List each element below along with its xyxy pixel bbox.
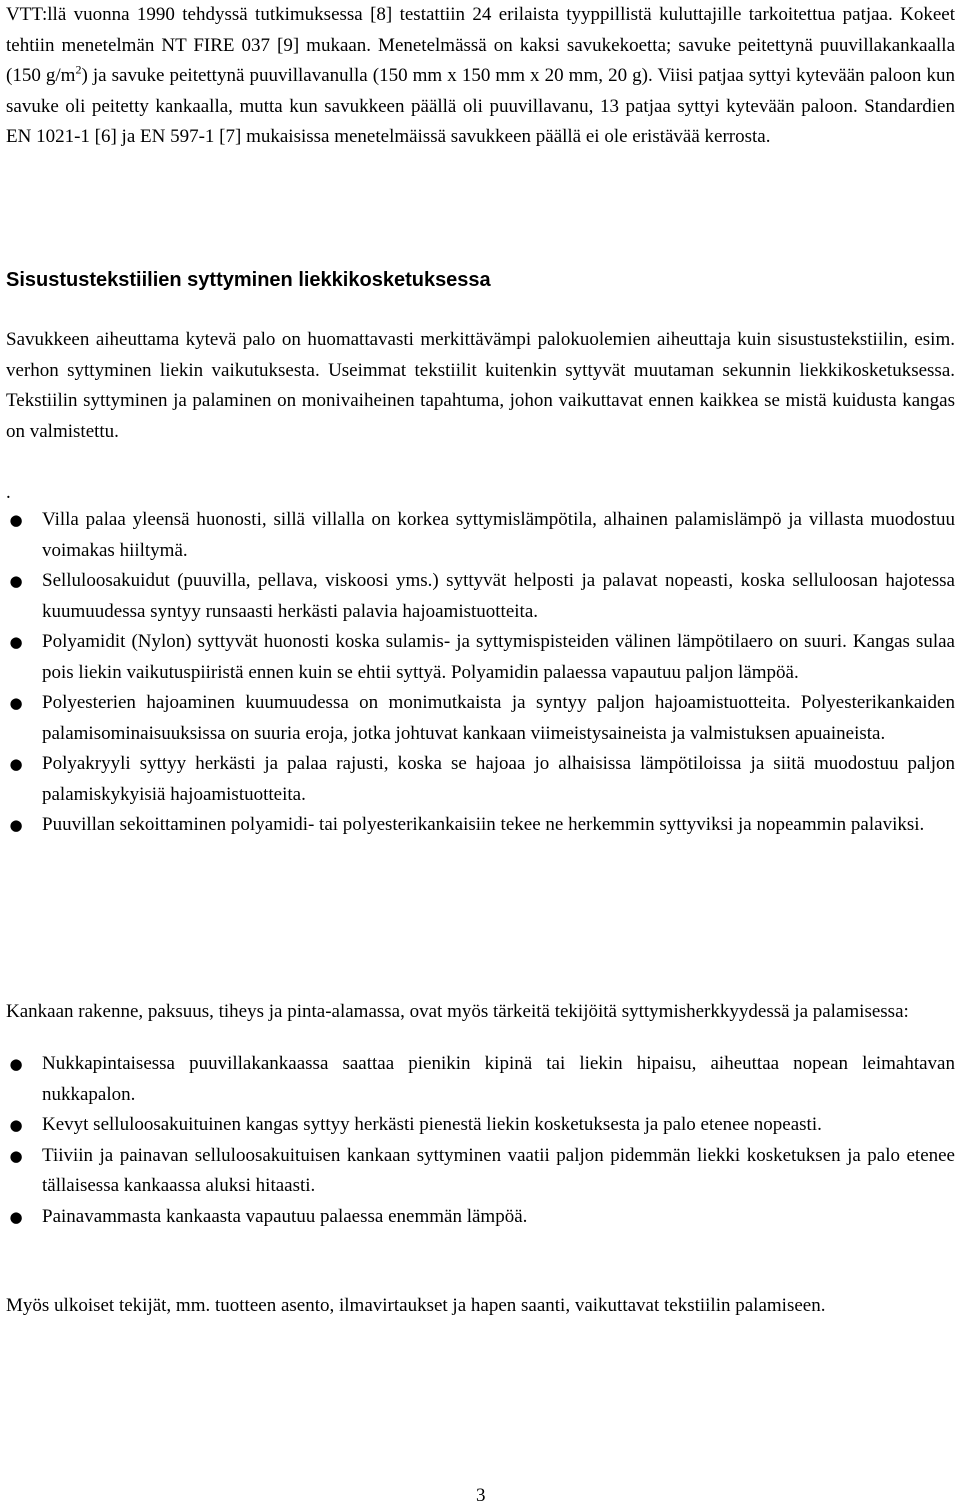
external-factors-paragraph: Myös ulkoiset tekijät, mm. tuotteen asento, ilmavirtaukset ja hapen saanti, vaikuttavat tekstiilin palamiseen. [6,1295,826,1316]
bullet-icon: ● [9,572,23,590]
list-item-text: Polyakryyli syttyy herkästi ja palaa rajusti, koska se hajoaa jo alhaisissa lämpötiloissa ja siitä muodostuu paljon palamiskykyisiä hajoamistuotteita. [42,753,955,805]
page-number: 3 [476,1485,486,1506]
bullet-icon: ● [9,511,23,529]
section-heading: Sisustustekstiilien syttyminen liekkikosketuksessa [6,269,491,291]
list-item-text: Polyesterien hajoaminen kuumuudessa on monimutkaista ja syntyy paljon hajoamistuotteita. Polyesterikankaiden palamisominaisuuksissa on suuria eroja, jotka johtuvat kankaan viimeistysaineista ja valmistuksen apuaineista. [42,692,955,744]
list-item-text: Selluloosakuidut (puuvilla, pellava, viskoosi yms.) syttyvät helposti ja palavat nopeasti, koska selluloosan hajotessa kuumuudessa syntyy runsaasti herkästi palavia hajoamistuotteita. [42,570,955,622]
list-item-text: Nukkapintaisessa puuvillakankaassa saattaa pienikin kipinä tai liekin hipaisu, aiheuttaa nopean leimahtavan nukkapalon. [42,1053,955,1105]
list-item-text: Kevyt selluloosakuituinen kangas syttyy herkästi pienestä liekin kosketuksesta ja palo etenee nopeasti. [42,1114,822,1135]
list-item-text: Villa palaa yleensä huonosti, sillä villalla on korkea syttymislämpötila, alhainen palamislämpö ja villasta muodostuu voimakas hiiltymä. [42,509,955,561]
section-paragraph: Savukkeen aiheuttama kytevä palo on huomattavasti merkittävämpi palokuolemien aiheuttaja kuin sisustustekstiilin, esim. verhon syttyminen liekin vaikutuksesta. Useimmat tekstiilit kuitenkin syttyvät muutaman sekunnin liekkikosketuksessa. Tekstiilin syttyminen ja palaminen on monivaiheinen tapahtuma, johon vaikuttavat ennen kaikkea se mistä kuidusta kangas on valmistettu. [6,329,955,442]
intro-paragraph [6,0,955,153]
list-item [6,749,955,810]
bullet-icon: ● [9,816,23,834]
superscript-2: 2 [75,62,82,77]
fiber-bullet-list [6,505,955,841]
list-item [6,688,955,749]
list-item [6,1141,955,1202]
list-item [6,1049,955,1110]
bullet-icon: ● [9,694,23,712]
list-item [6,1202,955,1233]
fabric-structure-paragraph: Kankaan rakenne, paksuus, tiheys ja pinta-alamassa, ovat myös tärkeitä tekijöitä syttymisherkkyydessä ja palamisessa: [6,1001,909,1022]
bullet-icon: ● [9,755,23,773]
bullet-icon: ● [9,1207,23,1226]
bullet-icon: ● [9,1116,23,1134]
list-item [6,505,955,566]
list-item-text: Polyamidit (Nylon) syttyvät huonosti koska sulamis- ja syttymispisteiden välinen lämpötilaero on suuri. Kangas sulaa pois liekin vaikutuspiiristä ennen kuin se ehtii syttyä. Polyamidin palaessa vapautuu paljon lämpöä. [42,631,955,683]
intro-text-part1: VTT:llä vuonna 1990 tehdyssä tutkimuksessa [8] testattiin 24 erilaista tyyppillistä kuluttajille tarkoitettua patjaa. Kokeet tehtiin menetelmän NT FIRE 037 [9] mukaan. Menetelmässä on kaksi savukekoetta; savuke peitettynä puuvillakankaalla (150 g/m [6,4,955,86]
bullet-icon: ● [9,633,23,651]
intro-text-part2: ) ja savuke peitettynä puuvillavanulla (150 mm x 150 mm x 20 mm, 20 g). Viisi patjaa syttyi kytevään paloon kun savuke oli peitetty kankaalla, mutta kun savukkeen päällä oli puuvillavanu, 13 patjaa syttyi kytevään paloon. Standardien EN 1021-1 [6] ja EN 597-1 [7] mukaisissa menetelmäissä savukkeen päällä ei ole eristävää kerrosta. [6,65,955,147]
list-item [6,627,955,688]
fabric-bullet-list [6,1049,955,1232]
bullet-icon: ● [9,1055,23,1073]
stray-dot: . [6,482,11,503]
list-item-text: Puuvillan sekoittaminen polyamidi- tai polyesterikankaisiin tekee ne herkemmin syttyviksi ja nopeammin palaviksi. [42,814,925,835]
list-item-text: Painavammasta kankaasta vapautuu palaessa enemmän lämpöä. [42,1205,528,1227]
bullet-icon: ● [9,1146,23,1165]
list-item [6,810,955,841]
list-item [6,1110,955,1141]
list-item [6,566,955,627]
list-item-text: Tiiviin ja painavan selluloosakuituisen kankaan syttyminen vaatii paljon pidemmän liekki kosketuksen ja palo etenee tällaisessa kankaassa aluksi hitaasti. [42,1144,955,1196]
